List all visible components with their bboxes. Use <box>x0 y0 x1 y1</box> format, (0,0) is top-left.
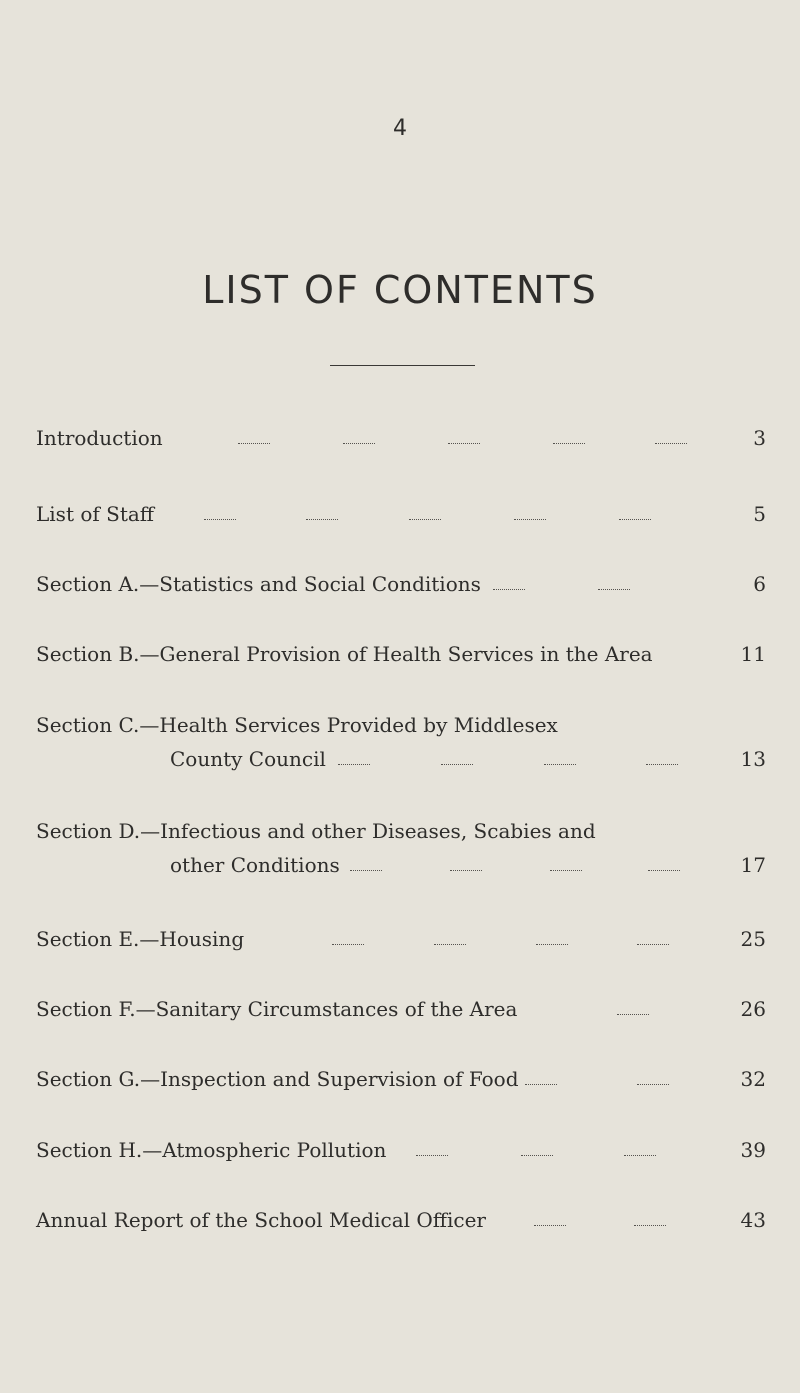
dot-leader <box>386 1137 726 1157</box>
entry-label-continued: County Council <box>170 747 326 771</box>
contents-entry-section-g <box>36 1065 766 1105</box>
dot-leader <box>326 746 726 766</box>
contents-entry-section-f <box>36 995 766 1035</box>
contents-entry-introduction <box>36 424 766 464</box>
title-rule <box>330 365 475 366</box>
entry-label: Annual Report of the School Medical Officer <box>36 1208 486 1232</box>
entry-page: 26 <box>740 997 766 1021</box>
entry-label: Introduction <box>36 426 163 450</box>
contents-entry-section-a <box>36 570 766 610</box>
entry-label: Section G.—Inspection and Supervision of Food <box>36 1067 519 1091</box>
entry-label: Section F.—Sanitary Circumstances of the Area <box>36 997 518 1021</box>
contents-entry-section-e <box>36 925 766 965</box>
dot-leader <box>154 501 726 521</box>
entry-page: 3 <box>753 426 766 450</box>
entry-page: 43 <box>740 1208 766 1232</box>
contents-entry-section-h <box>36 1136 766 1176</box>
entry-page: 25 <box>740 927 766 951</box>
dot-leader <box>519 1066 726 1086</box>
dot-leader <box>244 926 726 946</box>
contents-entry-annual-report <box>36 1206 766 1246</box>
entry-label: List of Staff <box>36 502 155 526</box>
contents-entry-section-d <box>36 817 766 891</box>
entry-page: 11 <box>740 642 766 666</box>
dot-leader <box>340 852 726 872</box>
page-number: 4 <box>393 116 407 141</box>
dot-leader <box>163 425 726 445</box>
dot-leader <box>517 996 726 1016</box>
entry-page: 6 <box>753 572 766 596</box>
dot-leader <box>481 571 726 591</box>
entry-page: 5 <box>753 502 766 526</box>
entry-page: 17 <box>740 853 766 877</box>
entry-page: 32 <box>740 1067 766 1091</box>
contents-entry-section-b <box>36 640 766 680</box>
contents-entry-list-of-staff <box>36 500 766 540</box>
entry-label: Section B.—General Provision of Health Services in the Area <box>36 642 653 666</box>
entry-label: Section E.—Housing <box>36 927 245 951</box>
entry-label: Section H.—Atmospheric Pollution <box>36 1138 387 1162</box>
page-title: LIST OF CONTENTS <box>202 268 598 312</box>
entry-label-continued: other Conditions <box>170 853 340 877</box>
entry-label: Section C.—Health Services Provided by Middlesex <box>36 713 558 737</box>
entry-page: 13 <box>740 747 766 771</box>
entry-page: 39 <box>740 1138 766 1162</box>
dot-leader <box>653 641 726 661</box>
dot-leader <box>486 1207 726 1227</box>
entry-label: Section D.—Infectious and other Diseases, Scabies and <box>36 819 596 843</box>
entry-label: Section A.—Statistics and Social Conditions <box>36 572 481 596</box>
contents-entry-section-c <box>36 711 766 785</box>
